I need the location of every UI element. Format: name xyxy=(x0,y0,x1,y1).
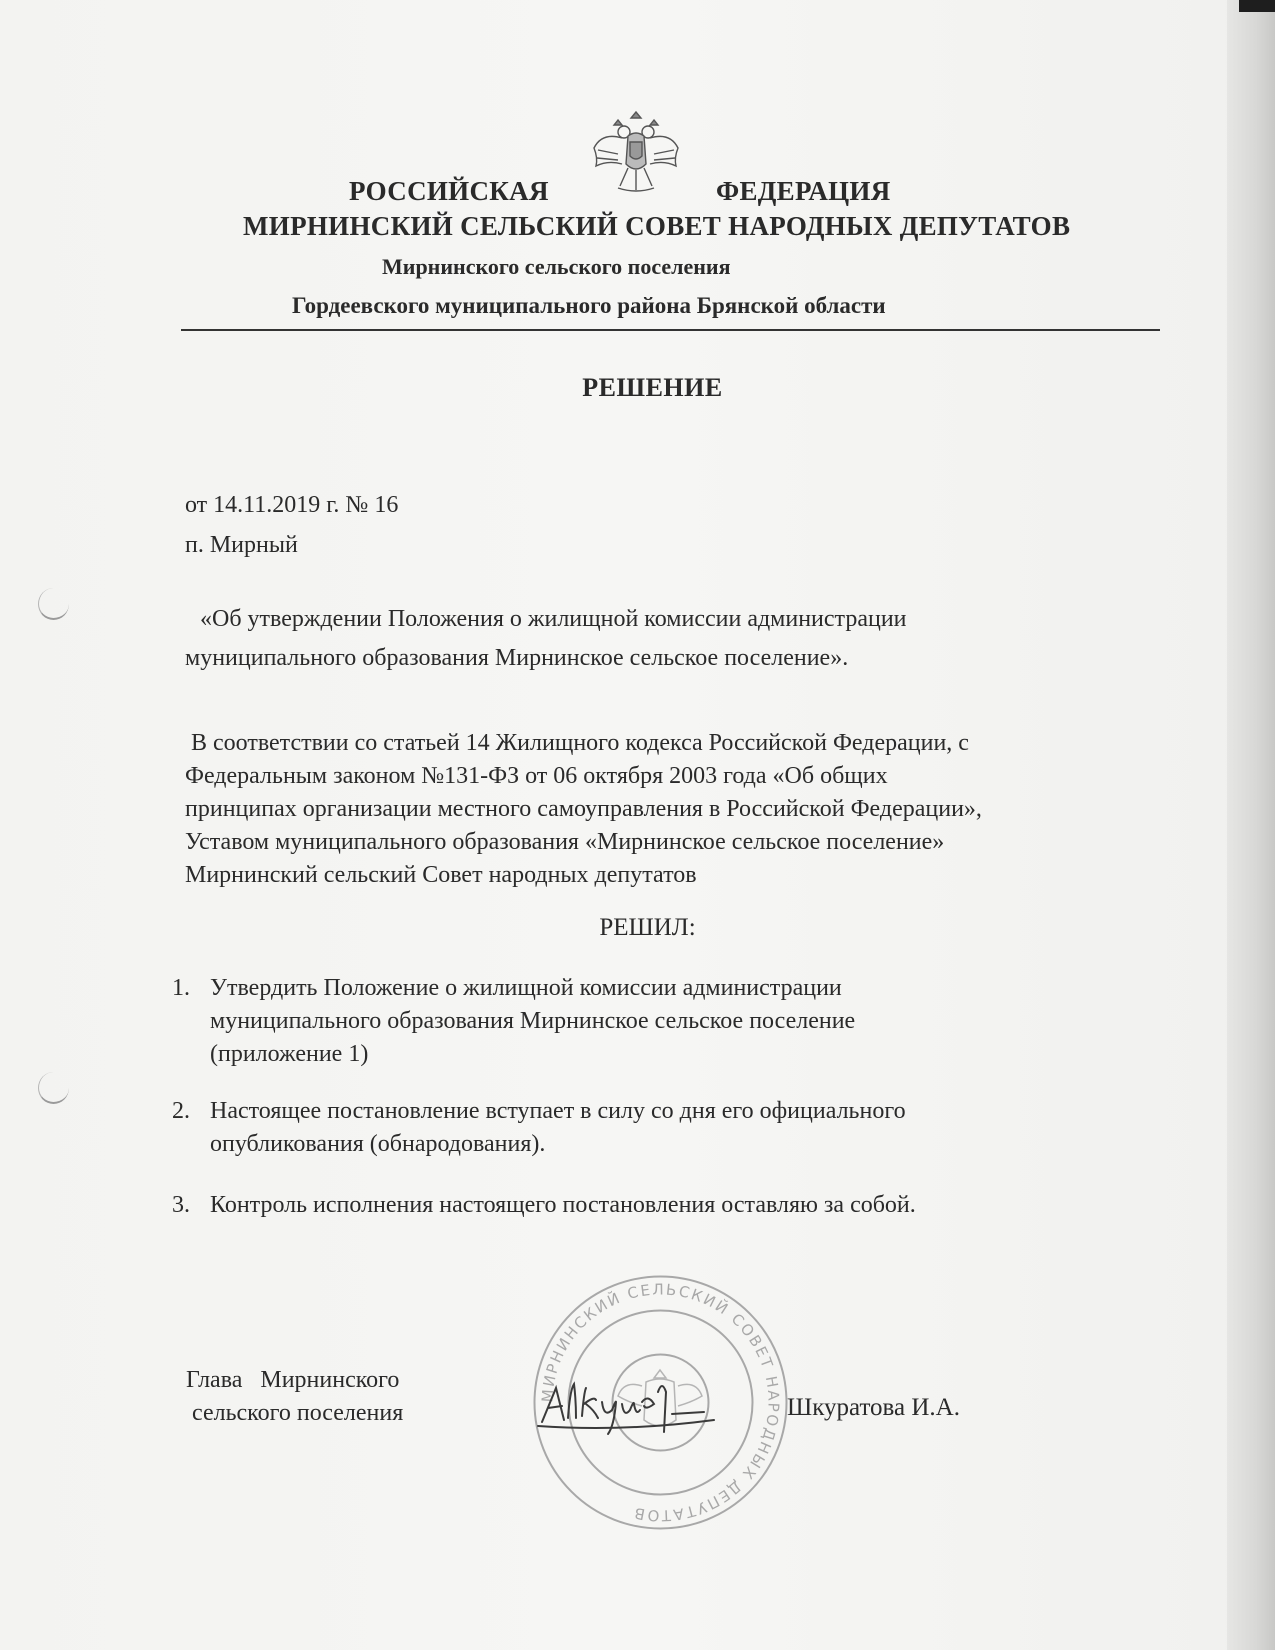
preamble-line: принципах организации местного самоуправления в Российской Федерации», xyxy=(185,796,982,822)
item-number: 1. xyxy=(172,975,190,1001)
punch-hole-mark xyxy=(38,1072,69,1104)
document-type-title: РЕШЕНИЕ xyxy=(582,373,723,402)
item-number: 3. xyxy=(172,1192,190,1218)
item-line: опубликования (обнародования). xyxy=(210,1131,546,1157)
preamble-line: В соответствии со статьей 14 Жилищного кодекса Российской Федерации, с xyxy=(185,730,969,756)
council-heading: МИРНИНСКИЙ СЕЛЬСКИЙ СОВЕТ НАРОДНЫХ ДЕПУТАТОВ xyxy=(243,211,1071,241)
preamble xyxy=(185,727,982,892)
item-line: (приложение 1) xyxy=(210,1041,369,1067)
document-date-number: от 14.11.2019 г. № 16 xyxy=(185,492,399,518)
stamp-text: МИРНИНСКИЙ СЕЛЬСКИЙ СОВЕТ НАРОДНЫХ ДЕПУТАТОВ xyxy=(538,1280,783,1525)
district-heading: Гордеевского муниципального района Брянской области xyxy=(292,293,886,318)
coat-of-arms-icon xyxy=(588,108,684,196)
item-line: муниципального образования Мирнинское сельское поселение xyxy=(210,1008,856,1034)
decided-heading: РЕШИЛ: xyxy=(599,914,696,941)
signatory-title-line: Глава Мирнинского xyxy=(186,1367,400,1393)
handwritten-signature xyxy=(534,1370,734,1440)
header-divider xyxy=(181,329,1160,331)
country-left: РОССИЙСКАЯ xyxy=(349,176,549,206)
signatory-title xyxy=(186,1364,403,1430)
settlement-heading: Мирнинского сельского поселения xyxy=(382,254,731,279)
page-corner-shadow xyxy=(1239,0,1275,12)
item-line: Утвердить Положение о жилищной комиссии администрации xyxy=(210,975,842,1001)
item-number: 2. xyxy=(172,1098,190,1124)
punch-hole-mark xyxy=(38,588,69,620)
subject-line: муниципального образования Мирнинское сельское поселение». xyxy=(185,645,849,671)
document-place: п. Мирный xyxy=(185,532,298,558)
country-right: ФЕДЕРАЦИЯ xyxy=(716,176,891,206)
subject-line: «Об утверждении Положения о жилищной комиссии администрации xyxy=(200,606,907,632)
preamble-line: Мирнинский сельский Совет народных депутатов xyxy=(185,862,697,888)
preamble-line: Федеральным законом №131-ФЗ от 06 октября 2003 года «Об общих xyxy=(185,763,888,789)
item-line: Настоящее постановление вступает в силу со дня его официального xyxy=(210,1098,906,1124)
signatory-title-line: сельского поселения xyxy=(186,1400,404,1426)
page-edge-shadow xyxy=(1227,0,1275,1650)
item-line: Контроль исполнения настоящего постановления оставляю за собой. xyxy=(210,1192,916,1218)
preamble-line: Уставом муниципального образования «Мирнинское сельское поселение» xyxy=(185,829,945,855)
signatory-name: Шкуратова И.А. xyxy=(787,1394,960,1421)
